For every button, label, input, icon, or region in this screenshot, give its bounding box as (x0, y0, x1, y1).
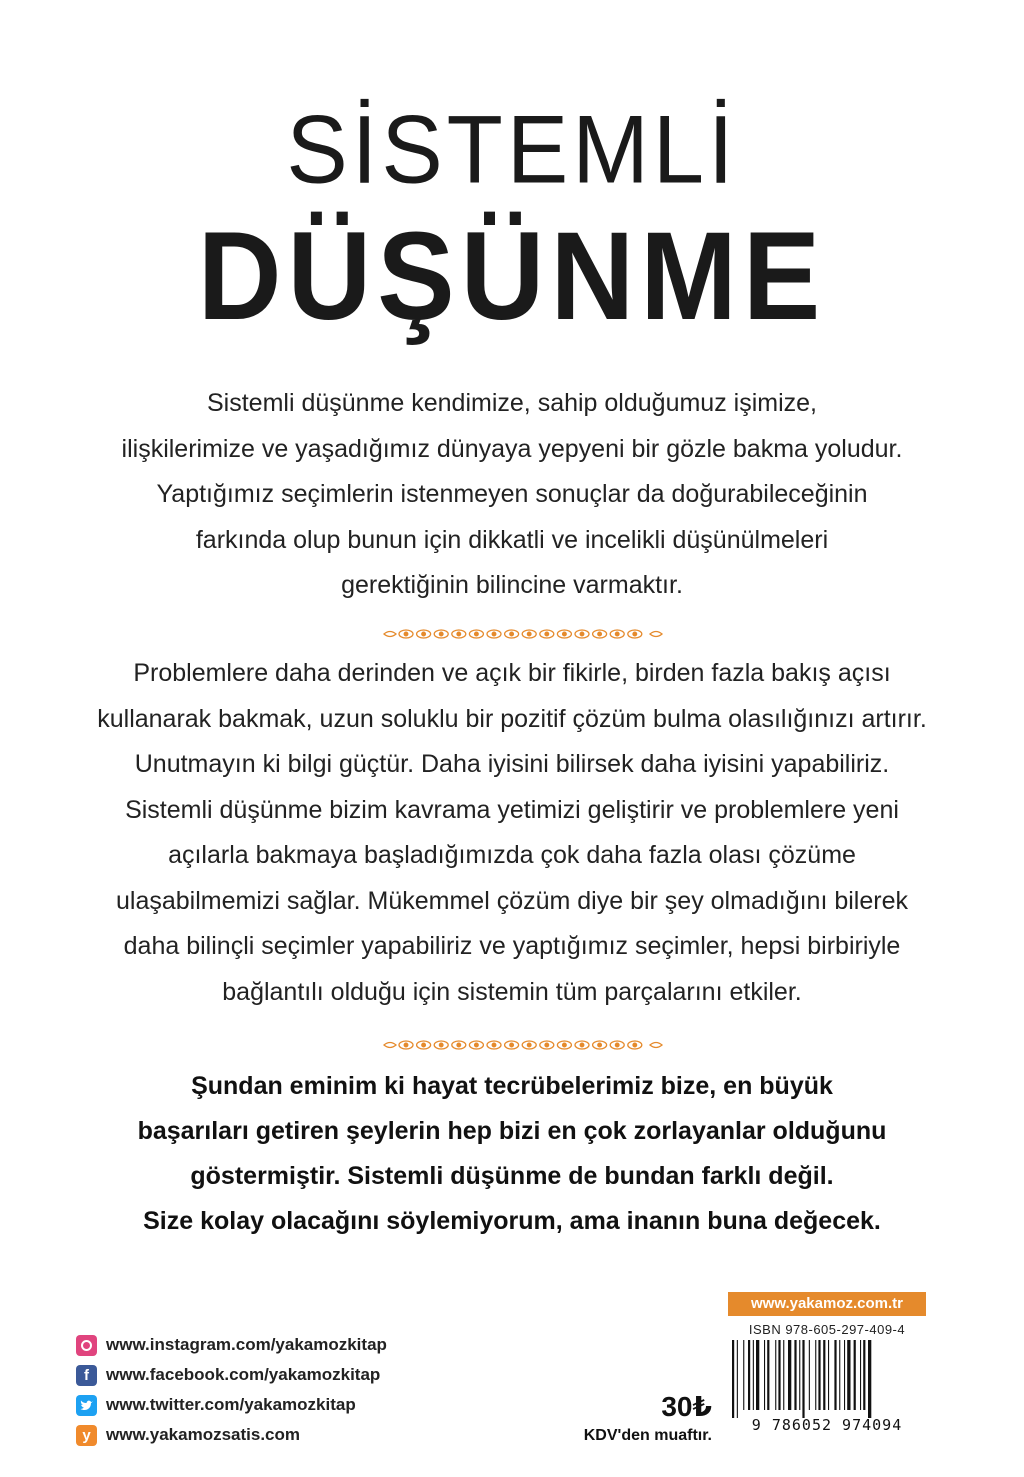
facebook-link[interactable] (76, 1360, 496, 1390)
text-line: Unutmayın ki bilgi güçtür. Daha iyisini bilirsek daha iyisini yapabiliriz. (134, 750, 890, 778)
text-line: Problemlere daha derinden ve açık bir fikirle, birden fazla bakış açısı (133, 659, 891, 687)
text-line: göstermiştir. Sistemli düşünme de bundan farklı değil. (190, 1162, 834, 1190)
barcode-block (728, 1292, 926, 1442)
text-line: Size kolay olacağını söylemiyorum, ama inanın buna değecek. (143, 1207, 881, 1235)
isbn-text: ISBN 978-605-297-409-4 (748, 1322, 906, 1337)
text-line: Şundan eminim ki hayat tecrübelerimiz bize, en büyük (191, 1072, 833, 1100)
page-title-line1: SİSTEMLİ (286, 96, 738, 204)
text-line: Sistemli düşünme bizim kavrama yetimizi geliştirir ve problemlere yeni (125, 795, 899, 824)
text-line: farkında olup bunun için dikkatli ve incelikli düşünülmeleri (195, 525, 829, 554)
paragraph-intro (60, 381, 964, 609)
barcode-icon (728, 1340, 926, 1418)
text-line: başarıları getiren şeylerin hep bizi en çok zorlayanlar olduğunu (137, 1117, 887, 1145)
price-value: 30₺ (661, 1391, 712, 1422)
twitter-link[interactable] (76, 1390, 496, 1420)
text-line: açılarla bakmaya başladığımızda çok daha fazla olası çözüme (168, 841, 856, 869)
text-line: daha bilinçli seçimler yapabiliriz ve yaptığımız seçimler, hepsi birbiriyle (123, 932, 901, 960)
paragraph-quote (60, 1064, 964, 1244)
facebook-url: www.facebook.com/yakamozkitap (106, 1365, 381, 1384)
shop-link[interactable] (76, 1420, 496, 1450)
shop-url: www.yakamozsatis.com (106, 1425, 301, 1444)
instagram-icon (76, 1335, 97, 1356)
text-line: Sistemli düşünme kendimize, sahip olduğumuz işimize, (207, 389, 817, 417)
twitter-icon (76, 1395, 97, 1416)
instagram-url: www.instagram.com/yakamozkitap (106, 1335, 387, 1354)
text-line: gerektiğinin bilincine varmaktır. (341, 571, 683, 599)
page-title-line2: DÜŞÜNME (197, 205, 827, 347)
tax-note: KDV'den muaftır. (583, 1427, 712, 1444)
price-block (578, 1393, 712, 1445)
text-line: Yaptığımız seçimlerin istenmeyen sonuçlar da doğurabileceğinin (156, 480, 868, 508)
social-links (76, 1330, 496, 1450)
ornament-divider (382, 1037, 664, 1053)
text-line: kullanarak bakmak, uzun soluklu bir pozitif çözüm bulma olasılığınızı artırır. (97, 704, 927, 733)
instagram-link[interactable] (76, 1330, 496, 1360)
text-line: ilişkilerimize ve yaşadığımız dünyaya yepyeni bir gözle bakma yoludur. (121, 434, 903, 463)
text-line: bağlantılı olduğu için sistemin tüm parçalarını etkiler. (222, 977, 802, 1006)
paragraph-main (60, 651, 964, 1015)
website-banner: www.yakamoz.com.tr (728, 1292, 926, 1316)
facebook-icon: f (76, 1365, 97, 1386)
twitter-url: www.twitter.com/yakamozkitap (106, 1395, 356, 1414)
text-line: ulaşabilmemizi sağlar. Mükemmel çözüm diye bir şey olmadığını bilerek (116, 886, 908, 915)
ornament-divider (382, 626, 664, 642)
yakamoz-icon: y (76, 1425, 97, 1446)
barcode-digits: 9 786052 974094 (751, 1416, 903, 1434)
